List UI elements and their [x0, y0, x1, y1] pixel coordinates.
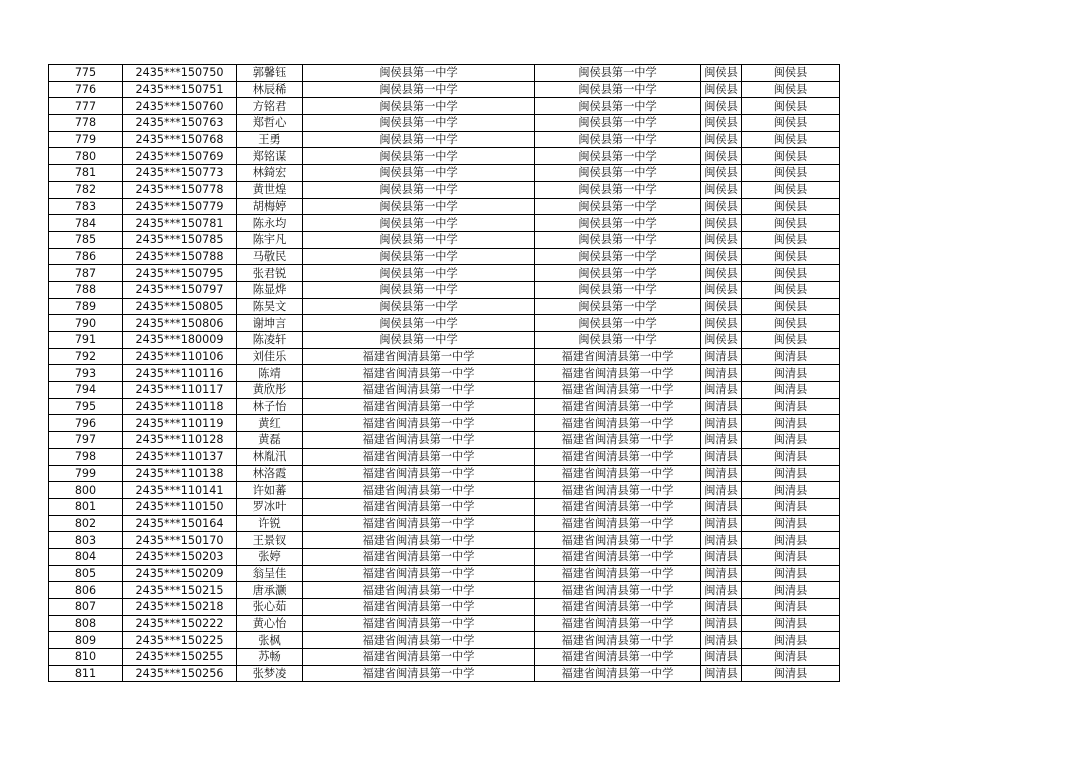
district-cell: 闽侯县	[742, 148, 840, 165]
student-name-cell: 胡梅婷	[237, 198, 303, 215]
district-cell: 闽侯县	[742, 198, 840, 215]
enrolled-school-cell: 闽侯县第一中学	[535, 298, 701, 315]
district-cell: 闽清县	[742, 665, 840, 682]
school-cell: 闽侯县第一中学	[303, 265, 535, 282]
county-cell: 闽侯县	[701, 215, 742, 232]
enrolled-school-cell: 福建省闽清县第一中学	[535, 415, 701, 432]
row-index-cell: 784	[49, 215, 123, 232]
student-name-cell: 陈永均	[237, 215, 303, 232]
enrolled-school-cell: 福建省闽清县第一中学	[535, 649, 701, 666]
row-index-cell: 797	[49, 432, 123, 449]
school-cell: 闽侯县第一中学	[303, 315, 535, 332]
enrolled-school-cell: 福建省闽清县第一中学	[535, 448, 701, 465]
row-index-cell: 809	[49, 632, 123, 649]
enrolled-school-cell: 闽侯县第一中学	[535, 115, 701, 132]
student-name-cell: 张君锐	[237, 265, 303, 282]
district-cell: 闽侯县	[742, 248, 840, 265]
enrolled-school-cell: 福建省闽清县第一中学	[535, 348, 701, 365]
school-cell: 闽侯县第一中学	[303, 231, 535, 248]
district-cell: 闽清县	[742, 599, 840, 616]
enrolled-school-cell: 闽侯县第一中学	[535, 148, 701, 165]
school-cell: 闽侯县第一中学	[303, 165, 535, 182]
row-index-cell: 791	[49, 332, 123, 349]
student-name-cell: 林辰稀	[237, 81, 303, 98]
county-cell: 闽清县	[701, 599, 742, 616]
student-name-cell: 陈昊文	[237, 298, 303, 315]
enrolled-school-cell: 闽侯县第一中学	[535, 265, 701, 282]
table-row	[49, 81, 840, 98]
student-name-cell: 张枫	[237, 632, 303, 649]
enrolled-school-cell: 闽侯县第一中学	[535, 215, 701, 232]
row-index-cell: 793	[49, 365, 123, 382]
row-index-cell: 796	[49, 415, 123, 432]
row-index-cell: 798	[49, 448, 123, 465]
exam-id-cell: 2435***110106	[123, 348, 237, 365]
enrolled-school-cell: 闽侯县第一中学	[535, 332, 701, 349]
county-cell: 闽清县	[701, 348, 742, 365]
district-cell: 闽侯县	[742, 281, 840, 298]
enrolled-school-cell: 闽侯县第一中学	[535, 81, 701, 98]
enrolled-school-cell: 福建省闽清县第一中学	[535, 382, 701, 399]
exam-id-cell: 2435***110137	[123, 448, 237, 465]
student-name-cell: 陈宇凡	[237, 231, 303, 248]
student-name-cell: 许锐	[237, 515, 303, 532]
student-name-cell: 陈凌轩	[237, 332, 303, 349]
exam-id-cell: 2435***150760	[123, 98, 237, 115]
district-cell: 闽清县	[742, 548, 840, 565]
row-index-cell: 787	[49, 265, 123, 282]
school-cell: 福建省闽清县第一中学	[303, 515, 535, 532]
school-cell: 福建省闽清县第一中学	[303, 565, 535, 582]
enrolled-school-cell: 福建省闽清县第一中学	[535, 632, 701, 649]
exam-id-cell: 2435***110118	[123, 398, 237, 415]
school-cell: 闽侯县第一中学	[303, 115, 535, 132]
table-row	[49, 382, 840, 399]
school-cell: 闽侯县第一中学	[303, 298, 535, 315]
table-row	[49, 565, 840, 582]
student-name-cell: 苏畅	[237, 649, 303, 666]
school-cell: 福建省闽清县第一中学	[303, 582, 535, 599]
row-index-cell: 783	[49, 198, 123, 215]
student-name-cell: 翁呈佳	[237, 565, 303, 582]
row-index-cell: 808	[49, 615, 123, 632]
student-name-cell: 陈显烨	[237, 281, 303, 298]
district-cell: 闽侯县	[742, 131, 840, 148]
district-cell: 闽侯县	[742, 265, 840, 282]
county-cell: 闽侯县	[701, 231, 742, 248]
county-cell: 闽侯县	[701, 248, 742, 265]
row-index-cell: 794	[49, 382, 123, 399]
exam-id-cell: 2435***150768	[123, 131, 237, 148]
student-name-cell: 林子怡	[237, 398, 303, 415]
county-cell: 闽清县	[701, 665, 742, 682]
enrolled-school-cell: 福建省闽清县第一中学	[535, 432, 701, 449]
county-cell: 闽清县	[701, 565, 742, 582]
table-row	[49, 415, 840, 432]
county-cell: 闽清县	[701, 632, 742, 649]
enrolled-school-cell: 福建省闽清县第一中学	[535, 365, 701, 382]
exam-id-cell: 2435***150778	[123, 181, 237, 198]
roster-sheet	[48, 64, 840, 682]
exam-id-cell: 2435***150785	[123, 231, 237, 248]
student-name-cell: 黄心怡	[237, 615, 303, 632]
county-cell: 闽清县	[701, 582, 742, 599]
district-cell: 闽侯县	[742, 231, 840, 248]
student-name-cell: 方铭君	[237, 98, 303, 115]
row-index-cell: 782	[49, 181, 123, 198]
exam-id-cell: 2435***150225	[123, 632, 237, 649]
row-index-cell: 811	[49, 665, 123, 682]
row-index-cell: 799	[49, 465, 123, 482]
district-cell: 闽清县	[742, 348, 840, 365]
table-row	[49, 265, 840, 282]
row-index-cell: 801	[49, 498, 123, 515]
table-row	[49, 632, 840, 649]
district-cell: 闽清县	[742, 382, 840, 399]
district-cell: 闽侯县	[742, 215, 840, 232]
row-index-cell: 800	[49, 482, 123, 499]
county-cell: 闽侯县	[701, 131, 742, 148]
table-row	[49, 582, 840, 599]
table-row	[49, 332, 840, 349]
exam-id-cell: 2435***150773	[123, 165, 237, 182]
school-cell: 福建省闽清县第一中学	[303, 432, 535, 449]
student-name-cell: 林錡宏	[237, 165, 303, 182]
district-cell: 闽清县	[742, 398, 840, 415]
table-row	[49, 98, 840, 115]
student-name-cell: 王勇	[237, 131, 303, 148]
county-cell: 闽清县	[701, 382, 742, 399]
enrolled-school-cell: 闽侯县第一中学	[535, 315, 701, 332]
enrolled-school-cell: 福建省闽清县第一中学	[535, 465, 701, 482]
student-name-cell: 郑铭谋	[237, 148, 303, 165]
table-row	[49, 448, 840, 465]
district-cell: 闽清县	[742, 415, 840, 432]
exam-id-cell: 2435***110116	[123, 365, 237, 382]
row-index-cell: 802	[49, 515, 123, 532]
table-row	[49, 215, 840, 232]
exam-id-cell: 2435***150164	[123, 515, 237, 532]
student-name-cell: 张心茹	[237, 599, 303, 616]
exam-id-cell: 2435***150222	[123, 615, 237, 632]
county-cell: 闽清县	[701, 482, 742, 499]
table-row	[49, 115, 840, 132]
table-row	[49, 181, 840, 198]
exam-id-cell: 2435***150215	[123, 582, 237, 599]
student-name-cell: 郭馨钰	[237, 65, 303, 82]
row-index-cell: 788	[49, 281, 123, 298]
student-name-cell: 林胤汛	[237, 448, 303, 465]
county-cell: 闽侯县	[701, 65, 742, 82]
school-cell: 福建省闽清县第一中学	[303, 415, 535, 432]
school-cell: 闽侯县第一中学	[303, 65, 535, 82]
county-cell: 闽清县	[701, 365, 742, 382]
county-cell: 闽清县	[701, 615, 742, 632]
enrolled-school-cell: 福建省闽清县第一中学	[535, 548, 701, 565]
enrolled-school-cell: 福建省闽清县第一中学	[535, 532, 701, 549]
student-name-cell: 黄世煌	[237, 181, 303, 198]
student-name-cell: 谢坤言	[237, 315, 303, 332]
exam-id-cell: 2435***150769	[123, 148, 237, 165]
row-index-cell: 804	[49, 548, 123, 565]
table-row	[49, 548, 840, 565]
school-cell: 闽侯县第一中学	[303, 281, 535, 298]
enrolled-school-cell: 闽侯县第一中学	[535, 98, 701, 115]
school-cell: 闽侯县第一中学	[303, 131, 535, 148]
table-row	[49, 532, 840, 549]
exam-id-cell: 2435***150806	[123, 315, 237, 332]
enrolled-school-cell: 福建省闽清县第一中学	[535, 565, 701, 582]
school-cell: 闽侯县第一中学	[303, 98, 535, 115]
county-cell: 闽侯县	[701, 165, 742, 182]
school-cell: 闽侯县第一中学	[303, 81, 535, 98]
school-cell: 闽侯县第一中学	[303, 198, 535, 215]
table-row	[49, 515, 840, 532]
exam-id-cell: 2435***150763	[123, 115, 237, 132]
county-cell: 闽清县	[701, 532, 742, 549]
row-index-cell: 786	[49, 248, 123, 265]
table-row	[49, 465, 840, 482]
school-cell: 福建省闽清县第一中学	[303, 599, 535, 616]
district-cell: 闽侯县	[742, 298, 840, 315]
table-row	[49, 231, 840, 248]
table-row	[49, 599, 840, 616]
school-cell: 福建省闽清县第一中学	[303, 365, 535, 382]
district-cell: 闽侯县	[742, 332, 840, 349]
table-row	[49, 498, 840, 515]
county-cell: 闽清县	[701, 448, 742, 465]
county-cell: 闽清县	[701, 398, 742, 415]
exam-id-cell: 2435***110119	[123, 415, 237, 432]
enrolled-school-cell: 福建省闽清县第一中学	[535, 582, 701, 599]
county-cell: 闽侯县	[701, 198, 742, 215]
district-cell: 闽侯县	[742, 165, 840, 182]
student-name-cell: 马敬民	[237, 248, 303, 265]
roster-table	[48, 64, 840, 682]
row-index-cell: 810	[49, 649, 123, 666]
enrolled-school-cell: 福建省闽清县第一中学	[535, 482, 701, 499]
table-row	[49, 248, 840, 265]
table-row	[49, 315, 840, 332]
county-cell: 闽清县	[701, 515, 742, 532]
student-name-cell: 许如蕃	[237, 482, 303, 499]
student-name-cell: 黄欣彤	[237, 382, 303, 399]
school-cell: 闽侯县第一中学	[303, 215, 535, 232]
exam-id-cell: 2435***150218	[123, 599, 237, 616]
exam-id-cell: 2435***150751	[123, 81, 237, 98]
student-name-cell: 张婷	[237, 548, 303, 565]
table-row	[49, 165, 840, 182]
district-cell: 闽清县	[742, 582, 840, 599]
table-row	[49, 482, 840, 499]
row-index-cell: 792	[49, 348, 123, 365]
district-cell: 闽清县	[742, 498, 840, 515]
district-cell: 闽清县	[742, 482, 840, 499]
school-cell: 福建省闽清县第一中学	[303, 665, 535, 682]
exam-id-cell: 2435***150781	[123, 215, 237, 232]
student-name-cell: 陈靖	[237, 365, 303, 382]
row-index-cell: 781	[49, 165, 123, 182]
enrolled-school-cell: 闽侯县第一中学	[535, 198, 701, 215]
row-index-cell: 806	[49, 582, 123, 599]
school-cell: 闽侯县第一中学	[303, 148, 535, 165]
district-cell: 闽侯县	[742, 81, 840, 98]
enrolled-school-cell: 闽侯县第一中学	[535, 131, 701, 148]
table-row	[49, 148, 840, 165]
student-name-cell: 黄磊	[237, 432, 303, 449]
school-cell: 闽侯县第一中学	[303, 332, 535, 349]
school-cell: 福建省闽清县第一中学	[303, 348, 535, 365]
district-cell: 闽清县	[742, 532, 840, 549]
row-index-cell: 795	[49, 398, 123, 415]
county-cell: 闽清县	[701, 432, 742, 449]
district-cell: 闽清县	[742, 515, 840, 532]
student-name-cell: 张梦凌	[237, 665, 303, 682]
row-index-cell: 790	[49, 315, 123, 332]
row-index-cell: 805	[49, 565, 123, 582]
school-cell: 闽侯县第一中学	[303, 248, 535, 265]
enrolled-school-cell: 闽侯县第一中学	[535, 248, 701, 265]
row-index-cell: 775	[49, 65, 123, 82]
district-cell: 闽清县	[742, 649, 840, 666]
table-row	[49, 131, 840, 148]
table-row	[49, 365, 840, 382]
row-index-cell: 780	[49, 148, 123, 165]
enrolled-school-cell: 闽侯县第一中学	[535, 165, 701, 182]
district-cell: 闽清县	[742, 615, 840, 632]
student-name-cell: 郑哲心	[237, 115, 303, 132]
enrolled-school-cell: 福建省闽清县第一中学	[535, 665, 701, 682]
district-cell: 闽清县	[742, 632, 840, 649]
district-cell: 闽清县	[742, 365, 840, 382]
enrolled-school-cell: 福建省闽清县第一中学	[535, 398, 701, 415]
enrolled-school-cell: 福建省闽清县第一中学	[535, 599, 701, 616]
exam-id-cell: 2435***110138	[123, 465, 237, 482]
school-cell: 福建省闽清县第一中学	[303, 649, 535, 666]
school-cell: 福建省闽清县第一中学	[303, 448, 535, 465]
exam-id-cell: 2435***150779	[123, 198, 237, 215]
table-row	[49, 649, 840, 666]
row-index-cell: 803	[49, 532, 123, 549]
exam-id-cell: 2435***150805	[123, 298, 237, 315]
county-cell: 闽清县	[701, 548, 742, 565]
enrolled-school-cell: 闽侯县第一中学	[535, 231, 701, 248]
county-cell: 闽侯县	[701, 265, 742, 282]
county-cell: 闽清县	[701, 415, 742, 432]
county-cell: 闽侯县	[701, 148, 742, 165]
school-cell: 福建省闽清县第一中学	[303, 498, 535, 515]
exam-id-cell: 2435***150788	[123, 248, 237, 265]
district-cell: 闽清县	[742, 565, 840, 582]
county-cell: 闽侯县	[701, 281, 742, 298]
row-index-cell: 776	[49, 81, 123, 98]
county-cell: 闽侯县	[701, 81, 742, 98]
student-name-cell: 刘佳乐	[237, 348, 303, 365]
table-row	[49, 198, 840, 215]
district-cell: 闽清县	[742, 448, 840, 465]
student-name-cell: 王景钗	[237, 532, 303, 549]
row-index-cell: 807	[49, 599, 123, 616]
exam-id-cell: 2435***150203	[123, 548, 237, 565]
school-cell: 福建省闽清县第一中学	[303, 398, 535, 415]
table-row	[49, 65, 840, 82]
table-row	[49, 398, 840, 415]
row-index-cell: 785	[49, 231, 123, 248]
enrolled-school-cell: 闽侯县第一中学	[535, 281, 701, 298]
table-row	[49, 281, 840, 298]
district-cell: 闽侯县	[742, 115, 840, 132]
county-cell: 闽侯县	[701, 315, 742, 332]
enrolled-school-cell: 闽侯县第一中学	[535, 65, 701, 82]
school-cell: 福建省闽清县第一中学	[303, 532, 535, 549]
county-cell: 闽侯县	[701, 115, 742, 132]
county-cell: 闽侯县	[701, 298, 742, 315]
school-cell: 福建省闽清县第一中学	[303, 482, 535, 499]
school-cell: 福建省闽清县第一中学	[303, 548, 535, 565]
school-cell: 福建省闽清县第一中学	[303, 465, 535, 482]
district-cell: 闽清县	[742, 465, 840, 482]
district-cell: 闽清县	[742, 432, 840, 449]
school-cell: 福建省闽清县第一中学	[303, 632, 535, 649]
school-cell: 福建省闽清县第一中学	[303, 615, 535, 632]
table-row	[49, 615, 840, 632]
exam-id-cell: 2435***110117	[123, 382, 237, 399]
exam-id-cell: 2435***110141	[123, 482, 237, 499]
student-name-cell: 林洛霞	[237, 465, 303, 482]
table-row	[49, 348, 840, 365]
enrolled-school-cell: 闽侯县第一中学	[535, 181, 701, 198]
exam-id-cell: 2435***110128	[123, 432, 237, 449]
exam-id-cell: 2435***150797	[123, 281, 237, 298]
county-cell: 闽侯县	[701, 181, 742, 198]
roster-body	[49, 65, 840, 682]
exam-id-cell: 2435***150170	[123, 532, 237, 549]
school-cell: 闽侯县第一中学	[303, 181, 535, 198]
county-cell: 闽侯县	[701, 98, 742, 115]
student-name-cell: 黄红	[237, 415, 303, 432]
table-row	[49, 298, 840, 315]
exam-id-cell: 2435***150255	[123, 649, 237, 666]
table-row	[49, 432, 840, 449]
county-cell: 闽侯县	[701, 332, 742, 349]
student-name-cell: 唐承灏	[237, 582, 303, 599]
exam-id-cell: 2435***150209	[123, 565, 237, 582]
exam-id-cell: 2435***150795	[123, 265, 237, 282]
county-cell: 闽清县	[701, 465, 742, 482]
enrolled-school-cell: 福建省闽清县第一中学	[535, 498, 701, 515]
county-cell: 闽清县	[701, 498, 742, 515]
exam-id-cell: 2435***150256	[123, 665, 237, 682]
county-cell: 闽清县	[701, 649, 742, 666]
district-cell: 闽侯县	[742, 65, 840, 82]
row-index-cell: 777	[49, 98, 123, 115]
exam-id-cell: 2435***180009	[123, 332, 237, 349]
district-cell: 闽侯县	[742, 98, 840, 115]
exam-id-cell: 2435***110150	[123, 498, 237, 515]
exam-id-cell: 2435***150750	[123, 65, 237, 82]
row-index-cell: 778	[49, 115, 123, 132]
school-cell: 福建省闽清县第一中学	[303, 382, 535, 399]
student-name-cell: 罗冰叶	[237, 498, 303, 515]
row-index-cell: 789	[49, 298, 123, 315]
row-index-cell: 779	[49, 131, 123, 148]
enrolled-school-cell: 福建省闽清县第一中学	[535, 615, 701, 632]
district-cell: 闽侯县	[742, 315, 840, 332]
district-cell: 闽侯县	[742, 181, 840, 198]
enrolled-school-cell: 福建省闽清县第一中学	[535, 515, 701, 532]
table-row	[49, 665, 840, 682]
